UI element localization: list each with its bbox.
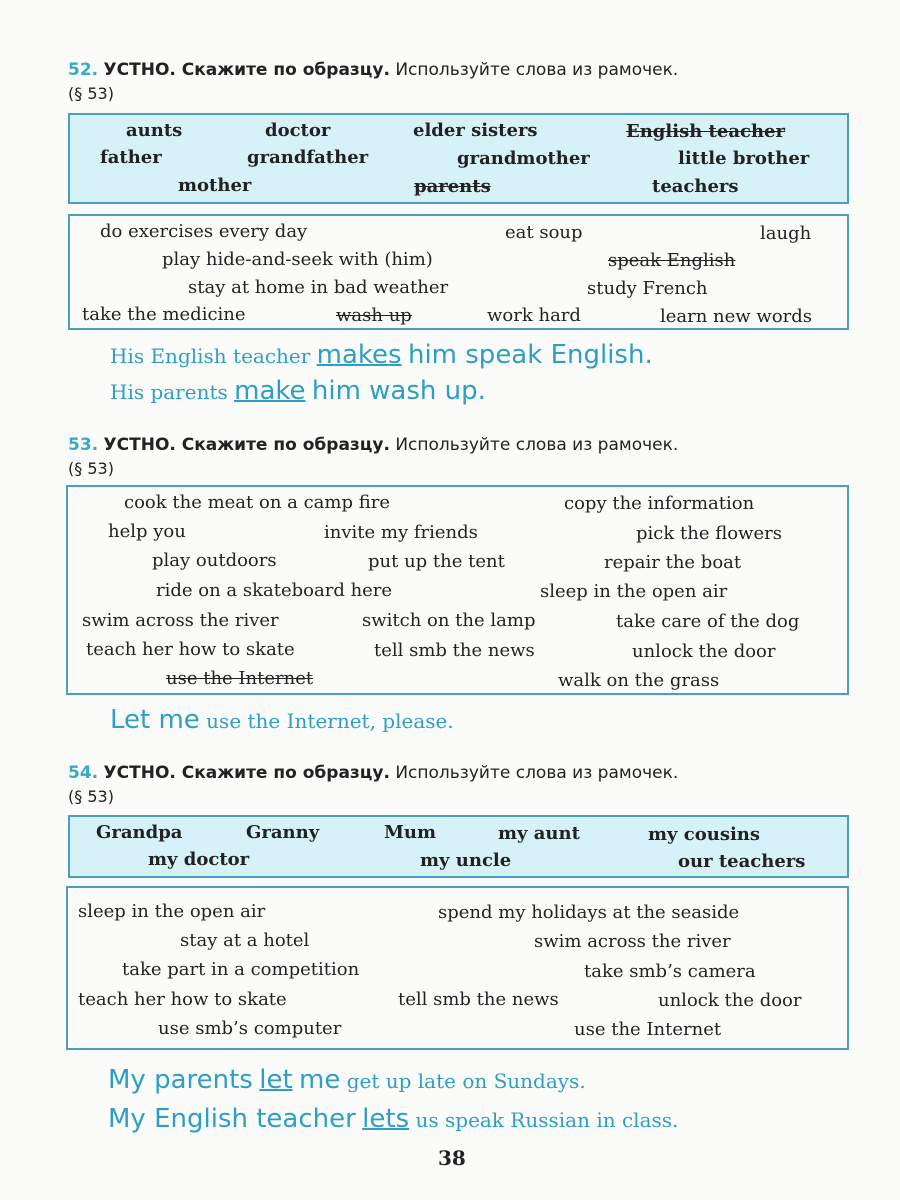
word-item: speak English [608, 250, 736, 271]
word-item: stay at home in bad weather [188, 277, 449, 298]
word-item: help you [108, 521, 186, 542]
sentence-rest: get up late on Sundays. [346, 1069, 586, 1093]
word-item: eat soup [505, 222, 583, 243]
word-item: invite my friends [324, 522, 478, 543]
sentence-start: Let me [110, 705, 200, 735]
word-item: grandmother [457, 148, 590, 169]
word-item: swim across the river [534, 931, 731, 952]
word-item: stay at a hotel [180, 930, 310, 951]
word-item: mother [178, 175, 252, 196]
page-number: 38 [438, 1146, 466, 1170]
word-item: sleep in the open air [78, 901, 266, 922]
word-item: parents [414, 176, 491, 197]
exercise-number: 53. [68, 435, 99, 455]
word-item: learn new words [660, 306, 813, 327]
word-item: put up the tent [368, 551, 505, 572]
sentence-rest: us speak Russian in class. [415, 1108, 679, 1132]
word-item: copy the information [564, 493, 755, 514]
word-item: take part in a competition [122, 959, 360, 980]
word-item: teach her how to skate [86, 639, 295, 660]
model-sentence-5 [108, 1104, 678, 1135]
word-item: swim across the river [82, 610, 279, 631]
word-item: Granny [246, 822, 320, 843]
word-item: pick the flowers [636, 523, 782, 544]
sentence-verb: lets [362, 1104, 410, 1134]
word-box-permissions [66, 886, 849, 1050]
word-item: English teacher [626, 121, 785, 142]
word-item: play outdoors [152, 550, 277, 571]
instruction: Используйте слова из рамочек. [395, 60, 679, 80]
word-item: switch on the lamp [362, 610, 536, 631]
word-item: use smb’s computer [158, 1018, 342, 1039]
exercise-number: 54. [68, 763, 99, 783]
word-item: my doctor [148, 849, 250, 870]
word-item: ride on a skateboard here [156, 580, 393, 601]
word-item: play hide-and-seek with (him) [162, 249, 433, 270]
word-item: aunts [126, 120, 183, 141]
grammar-reference: (§ 53) [68, 459, 114, 478]
sentence-rest: him wash up. [311, 376, 486, 406]
word-item: laugh [760, 223, 812, 244]
sentence-rest: him speak English. [407, 340, 653, 370]
sentence-verb: makes [316, 340, 402, 370]
word-item: take the medicine [82, 304, 246, 325]
sentence-verb: make [234, 376, 306, 406]
word-item: walk on the grass [558, 670, 720, 691]
word-item: grandfather [247, 147, 369, 168]
word-box-relatives [68, 815, 849, 878]
word-item: our teachers [678, 851, 806, 872]
instruction-bold: УСТНО. Скажите по образцу. [103, 763, 390, 783]
instruction-bold: УСТНО. Скажите по образцу. [103, 435, 390, 455]
instruction-bold: УСТНО. Скажите по образцу. [103, 60, 390, 80]
exercise-number: 52. [68, 60, 99, 80]
grammar-reference: (§ 53) [68, 84, 114, 103]
instruction: Используйте слова из рамочек. [395, 763, 679, 783]
sentence-object: me [299, 1065, 341, 1095]
word-item: teachers [652, 176, 739, 197]
word-item: my uncle [420, 850, 512, 871]
word-item: work hard [487, 305, 581, 326]
word-item: take care of the dog [616, 611, 800, 632]
sentence-verb: let [259, 1065, 293, 1095]
model-sentence-4 [108, 1065, 586, 1096]
word-item: teach her how to skate [78, 989, 287, 1010]
word-item: wash up [336, 305, 412, 326]
word-item: elder sisters [413, 120, 538, 141]
word-item: use the Internet [574, 1019, 722, 1040]
word-item: Grandpa [96, 822, 183, 843]
model-sentence-3 [110, 705, 454, 736]
exercise-54-heading [68, 761, 848, 809]
model-sentence-1 [110, 340, 653, 371]
word-item: unlock the door [632, 641, 776, 662]
exercise-52-heading [68, 58, 848, 106]
word-item: do exercises every day [100, 221, 308, 242]
word-item: little brother [678, 148, 810, 169]
sentence-start: My English teacher [108, 1104, 356, 1134]
sentence-rest: use the Internet, please. [206, 709, 454, 733]
word-box-actions [68, 214, 849, 330]
word-item: repair the boat [604, 552, 742, 573]
word-item: spend my holidays at the seaside [438, 902, 740, 923]
word-item: tell smb the news [398, 989, 559, 1010]
exercise-53-heading [68, 433, 848, 481]
word-item: father [100, 147, 162, 168]
word-item: tell smb the news [374, 640, 535, 661]
model-sentence-2 [110, 376, 486, 407]
grammar-reference: (§ 53) [68, 787, 114, 806]
sentence-start: His English teacher [110, 344, 311, 368]
word-item: unlock the door [658, 990, 802, 1011]
instruction: Используйте слова из рамочек. [395, 435, 679, 455]
word-item: take smb’s camera [584, 961, 756, 982]
word-item: doctor [265, 120, 331, 141]
word-item: use the Internet [166, 668, 314, 689]
word-item: study French [587, 278, 708, 299]
word-box-activities [66, 485, 849, 695]
word-item: my aunt [498, 823, 580, 844]
sentence-start: My parents [108, 1065, 253, 1095]
word-item: Mum [384, 822, 437, 843]
word-box-people [68, 113, 849, 204]
word-item: sleep in the open air [540, 581, 728, 602]
word-item: cook the meat on a camp fire [124, 492, 390, 513]
word-item: my cousins [648, 824, 761, 845]
sentence-start: His parents [110, 380, 228, 404]
